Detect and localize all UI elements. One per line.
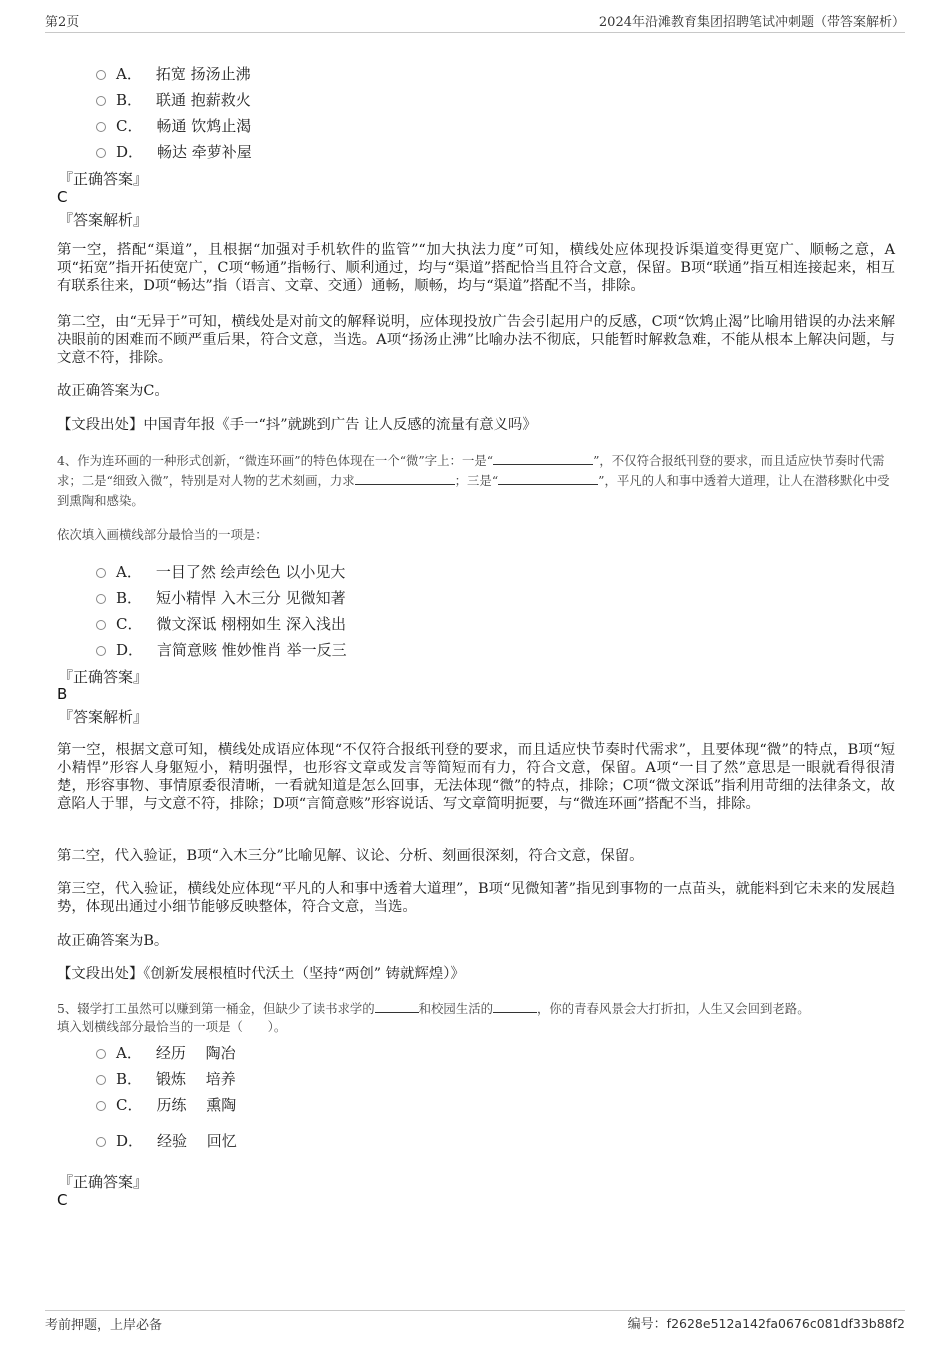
document-title: 2024年沿滩教育集团招聘笔试冲刺题（带答案解析） (598, 15, 905, 30)
q3-option-b[interactable]: B． 联通 抱薪救火 (96, 89, 251, 110)
q5-answer-label: 『正确答案』 (58, 1173, 149, 1191)
blank-1 (493, 452, 593, 465)
radio-icon[interactable] (96, 1049, 106, 1059)
radio-icon[interactable] (96, 1075, 106, 1085)
q3-answer-label: 『正确答案』 (58, 170, 149, 188)
q3-source: 【文段出处】中国青年报《手一“抖”就跳到广告 让人反感的流量有意义吗》 (57, 417, 537, 433)
q5-option-c[interactable]: C． 历练 熏陶 (96, 1094, 236, 1115)
page-number: 第2页 (45, 15, 80, 30)
q4-answer: B (57, 685, 68, 703)
radio-icon[interactable] (96, 568, 106, 578)
footer-rule (45, 1310, 905, 1311)
q3-answer: C (57, 188, 68, 206)
q5-answer: C (57, 1191, 68, 1209)
q4-analysis-para-1: 第一空，根据文意可知，横线处成语应体现“不仅符合报纸刊登的要求，而且适应快节奏时代需求”，且要体现“微”的特点，B项“短小精悍”形容人身躯短小，精明强悍，也形容文章或发言等简短而有力，符合文意，保留。A项“一目了然”意思是一眼就看得很清楚，形容事物、事情原委很清晰，一看就知道是怎么回事，无法体现“微”的特点，排除；C项“微文深诋”指利用苛细的法律条文，故意陷人于罪，与文意不符，排除；D项“言简意赅”形容说话、写文章简明扼要，与“微连环画”搭配不当，排除。 (57, 742, 895, 812)
header-rule (45, 32, 905, 33)
radio-icon[interactable] (96, 1101, 106, 1111)
radio-icon[interactable] (96, 148, 106, 158)
radio-icon[interactable] (96, 1137, 106, 1147)
q4-option-d[interactable]: D． 言简意赅 惟妙惟肖 举一反三 (96, 639, 347, 660)
q3-option-a[interactable]: A． 拓宽 扬汤止沸 (96, 63, 251, 84)
q4-stem: 4、作为连环画的一种形式创新，“微连环画”的特色体现在一个“微”字上：一是“ ”，不仅符合报纸刊登的要求，而且适应快节奏时代需求；二是“细致入微”，特别是对人物的艺术刻画，力求 ；三是“ ”，平凡的人和事中透着大道理，让人在潜移默化中受到熏陶和感染。 (57, 453, 890, 508)
q4-source: 【文段出处】《创新发展根植时代沃土（坚持“两创” 铸就辉煌）》 (57, 966, 465, 982)
blank-1 (375, 1000, 419, 1013)
radio-icon[interactable] (96, 594, 106, 604)
blank-2 (355, 472, 455, 485)
q3-analysis-para-2: 第二空，由“无异于”可知，横线处是对前文的解释说明，应体现投放广告会引起用户的反感，C项“饮鸩止渴”比喻用错误的办法来解决眼前的困难而不顾严重后果，符合文意，当选。A项“扬汤止沸”比喻办法不彻底，只能暂时解救急难，不能从根本上解决问题，与文意不符，排除。 (57, 314, 895, 366)
q4-answer-label: 『正确答案』 (58, 668, 149, 686)
q3-analysis-para-3: 故正确答案为C。 (57, 383, 169, 399)
q4-analysis-para-3: 第三空，代入验证，横线处应体现“平凡的人和事中透着大道理”，B项“见微知著”指见到事物的一点苗头，就能料到它未来的发展趋势，体现出通过小细节能够反映整体，符合文意，当选。 (57, 881, 895, 915)
radio-icon[interactable] (96, 122, 106, 132)
radio-icon[interactable] (96, 646, 106, 656)
q4-option-c[interactable]: C． 微文深诋 栩栩如生 深入浅出 (96, 613, 346, 634)
footer-slogan: 考前押题，上岸必备 (45, 1318, 163, 1333)
q5-option-d[interactable]: D． 经验 回忆 (96, 1130, 237, 1151)
footer-code: 编号：f2628e512a142fa0676c081df33b88f2 (627, 1316, 905, 1332)
q4-analysis-label: 『答案解析』 (58, 708, 149, 726)
q3-option-c[interactable]: C． 畅通 饮鸩止渴 (96, 115, 251, 136)
q4-prompt: 依次填入画横线部分最恰当的一项是： (57, 527, 268, 542)
q4-option-b[interactable]: B． 短小精悍 入木三分 见微知著 (96, 587, 346, 608)
radio-icon[interactable] (96, 70, 106, 80)
q3-analysis-label: 『答案解析』 (58, 211, 149, 229)
q3-analysis-para-1: 第一空，搭配“渠道”，且根据“加强对手机软件的监管”“加大执法力度”可知，横线处应体现投诉渠道变得更宽广、顺畅之意，A项“拓宽”指开拓使宽广，C项“畅通”指畅行、顺利通过，均与“渠道”搭配恰当且符合文意，保留。B项“联通”指互相连接起来，相互有联系往来，D项“畅达”指（语言、文章、交通）通畅，顺畅，均与“渠道”搭配不当，排除。 (57, 242, 895, 294)
blank-2 (493, 1000, 537, 1013)
q4-analysis-para-4: 故正确答案为B。 (57, 933, 169, 949)
q5-stem: 5、辍学打工虽然可以赚到第一桶金，但缺少了读书求学的 和校园生活的 ，你的青春风景会大打折扣，人生又会回到老路。 (57, 1001, 810, 1016)
radio-icon[interactable] (96, 620, 106, 630)
q5-prompt: 填入划横线部分最恰当的一项是（ ）。 (57, 1019, 287, 1034)
q3-option-d[interactable]: D． 畅达 牵萝补屋 (96, 141, 252, 162)
q4-option-a[interactable]: A． 一目了然 绘声绘色 以小见大 (96, 561, 345, 582)
q5-option-b[interactable]: B． 锻炼 培养 (96, 1068, 236, 1089)
q5-option-a[interactable]: A． 经历 陶冶 (96, 1042, 236, 1063)
q4-analysis-para-2: 第二空，代入验证，B项“入木三分”比喻见解、议论、分析、刻画很深刻，符合文意，保留。 (57, 848, 644, 864)
blank-3 (498, 472, 598, 485)
radio-icon[interactable] (96, 96, 106, 106)
